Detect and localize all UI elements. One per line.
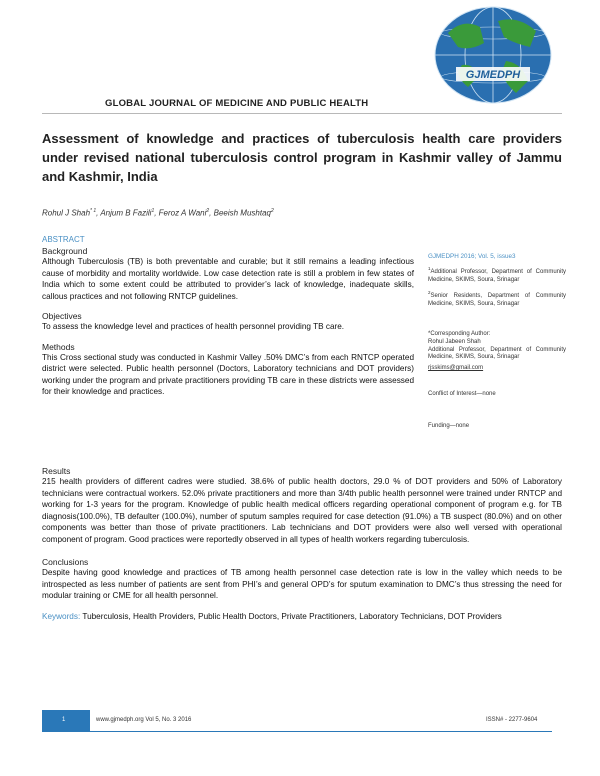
abstract-full-width [42, 466, 562, 622]
footer-url[interactable]: www.gjmedph.org Vol 5, No. 3 2016 [96, 717, 192, 723]
citation-info: GJMEDPH 2016; Vol. 5, issue3 [428, 253, 516, 260]
objectives-text: To assess the knowledge level and practices of health personnel providing TB care. [42, 322, 345, 331]
background-text: Although Tuberculosis (TB) is both preventable and curable; but it still remains a leading infectious cause of morbidity and mortality worldwide. Low case detection rate is still a problem in few states of India which to some extent could be attributed to provider’s lack of knowledge, inadequate skills, callous practices and not following RNTCP guidelines. [42, 257, 414, 301]
author-affiliation-mark: 2 [206, 208, 210, 214]
footer-divider [90, 731, 552, 732]
conclusions-text: Despite having good knowledge and practices of TB among health personnel case detection rate is low in the valley which needs to be introspected as less number of patients are sent from PHI’s and general OPD’s for sputum examination to DMC’s thus stressing the need for modular training or CME for all health personnel. [42, 568, 562, 600]
affiliation-mark: 1 [428, 265, 431, 271]
author-name: Anjum B Fazili [100, 208, 152, 218]
footer-issn: ISSN# - 2277-9604 [486, 717, 538, 723]
objectives-heading: Objectives [42, 311, 82, 321]
results-heading: Results [42, 466, 71, 476]
affiliation-2-text: Senior Residents, Department of Community Medicine, SKIMS, Soura, Srinagar [428, 293, 566, 308]
author-affiliation-mark: 2 [271, 208, 274, 214]
results-text: 215 health providers of different cadres were studied. 38.6% of public health doctors, 29.0 % of DOT providers and 50% of Laboratory technicians were contractual workers. 52.0% private practitioners and more than 3/4th public health personnel were trained under RNTCP and working for 1-3 years for the program. Knowledge of public health medical officers regarding operational component of program e.g. for TB diagnosis(100.0%), TB defaulter (100.0%), number of sputum samples required for case detection (91.0%) a TB suspect (80.0%) and on other components was better than those of private practitioners. Lab technicians and DOT providers were also well versed with operational component of program. Good practices were reportedly observed in all types of health workers regarding tuberculosis. [42, 477, 562, 544]
conflict-of-interest: Conflict of Interest—none [428, 390, 496, 397]
corresponding-email-link[interactable]: rjsskims@gmail.com [428, 365, 484, 372]
methods-heading: Methods [42, 341, 75, 352]
journal-logo [418, 3, 568, 113]
author-affiliation-mark: * 1 [90, 208, 97, 214]
affiliation-1-text: Additional Professor, Department of Community Medicine, SKIMS, Soura, Srinagar [428, 268, 566, 283]
header-divider [42, 113, 562, 114]
author-name: Rohul J Shah [42, 208, 91, 218]
corresponding-name: Rohul Jabeen Shah [428, 338, 481, 345]
keywords [42, 611, 562, 623]
affiliation-1 [428, 265, 566, 285]
footer-page-tab [42, 710, 90, 732]
affiliation-2 [428, 289, 566, 309]
author-list: Rohul J Shah$^{* 1}$, Anjum B Fazili$^1$, Feroz A Wani$^2$, Beeish Mushtaq$^2$ [42, 208, 274, 218]
corresponding-label: *Corresponding Author: [428, 330, 491, 337]
conclusions-heading: Conclusions [42, 557, 89, 567]
author-name: Feroz A Wani [158, 208, 207, 218]
author-affiliation-mark: 1 [151, 208, 155, 214]
funding-statement: Funding—none [428, 422, 470, 429]
background-heading: Background [42, 246, 88, 256]
keywords-label: Keywords: [42, 611, 81, 621]
page-number: 1 [62, 717, 66, 723]
journal-name: GLOBAL JOURNAL OF MEDICINE AND PUBLIC HEALTH [105, 98, 369, 109]
corresponding-affiliation: Additional Professor, Department of Community Medicine, SKIMS, Soura, Srinagar [428, 346, 566, 361]
abstract-left-column [42, 246, 414, 398]
logo-text: GJMEDPH [465, 69, 521, 81]
article-title: Assessment of knowledge and practices of tuberculosis health care providers under revised national tuberculosis control program in Kashmir valley of Jammu and Kashmir, India [42, 131, 562, 184]
article-sidebar [428, 253, 566, 431]
globe-logo-icon [418, 3, 568, 113]
affiliation-mark: 2 [428, 290, 431, 296]
author-name: Beeish Mushtaq [213, 208, 271, 218]
keywords-text: Tuberculosis, Health Providers, Public Health Doctors, Private Practitioners, Laboratory Technicians, DOT Providers [82, 611, 502, 621]
methods-text: This Cross sectional study was conducted in Kashmir Valley .50% DMC’s from each RNTCP operated district were selected. Public health personnel (Doctors, Laboratory technicians and DOT providers) working under the program and private practitioners providing TB care in these districts were assessed for their knowledge and practices. [42, 352, 414, 396]
abstract-heading: ABSTRACT [42, 235, 85, 244]
